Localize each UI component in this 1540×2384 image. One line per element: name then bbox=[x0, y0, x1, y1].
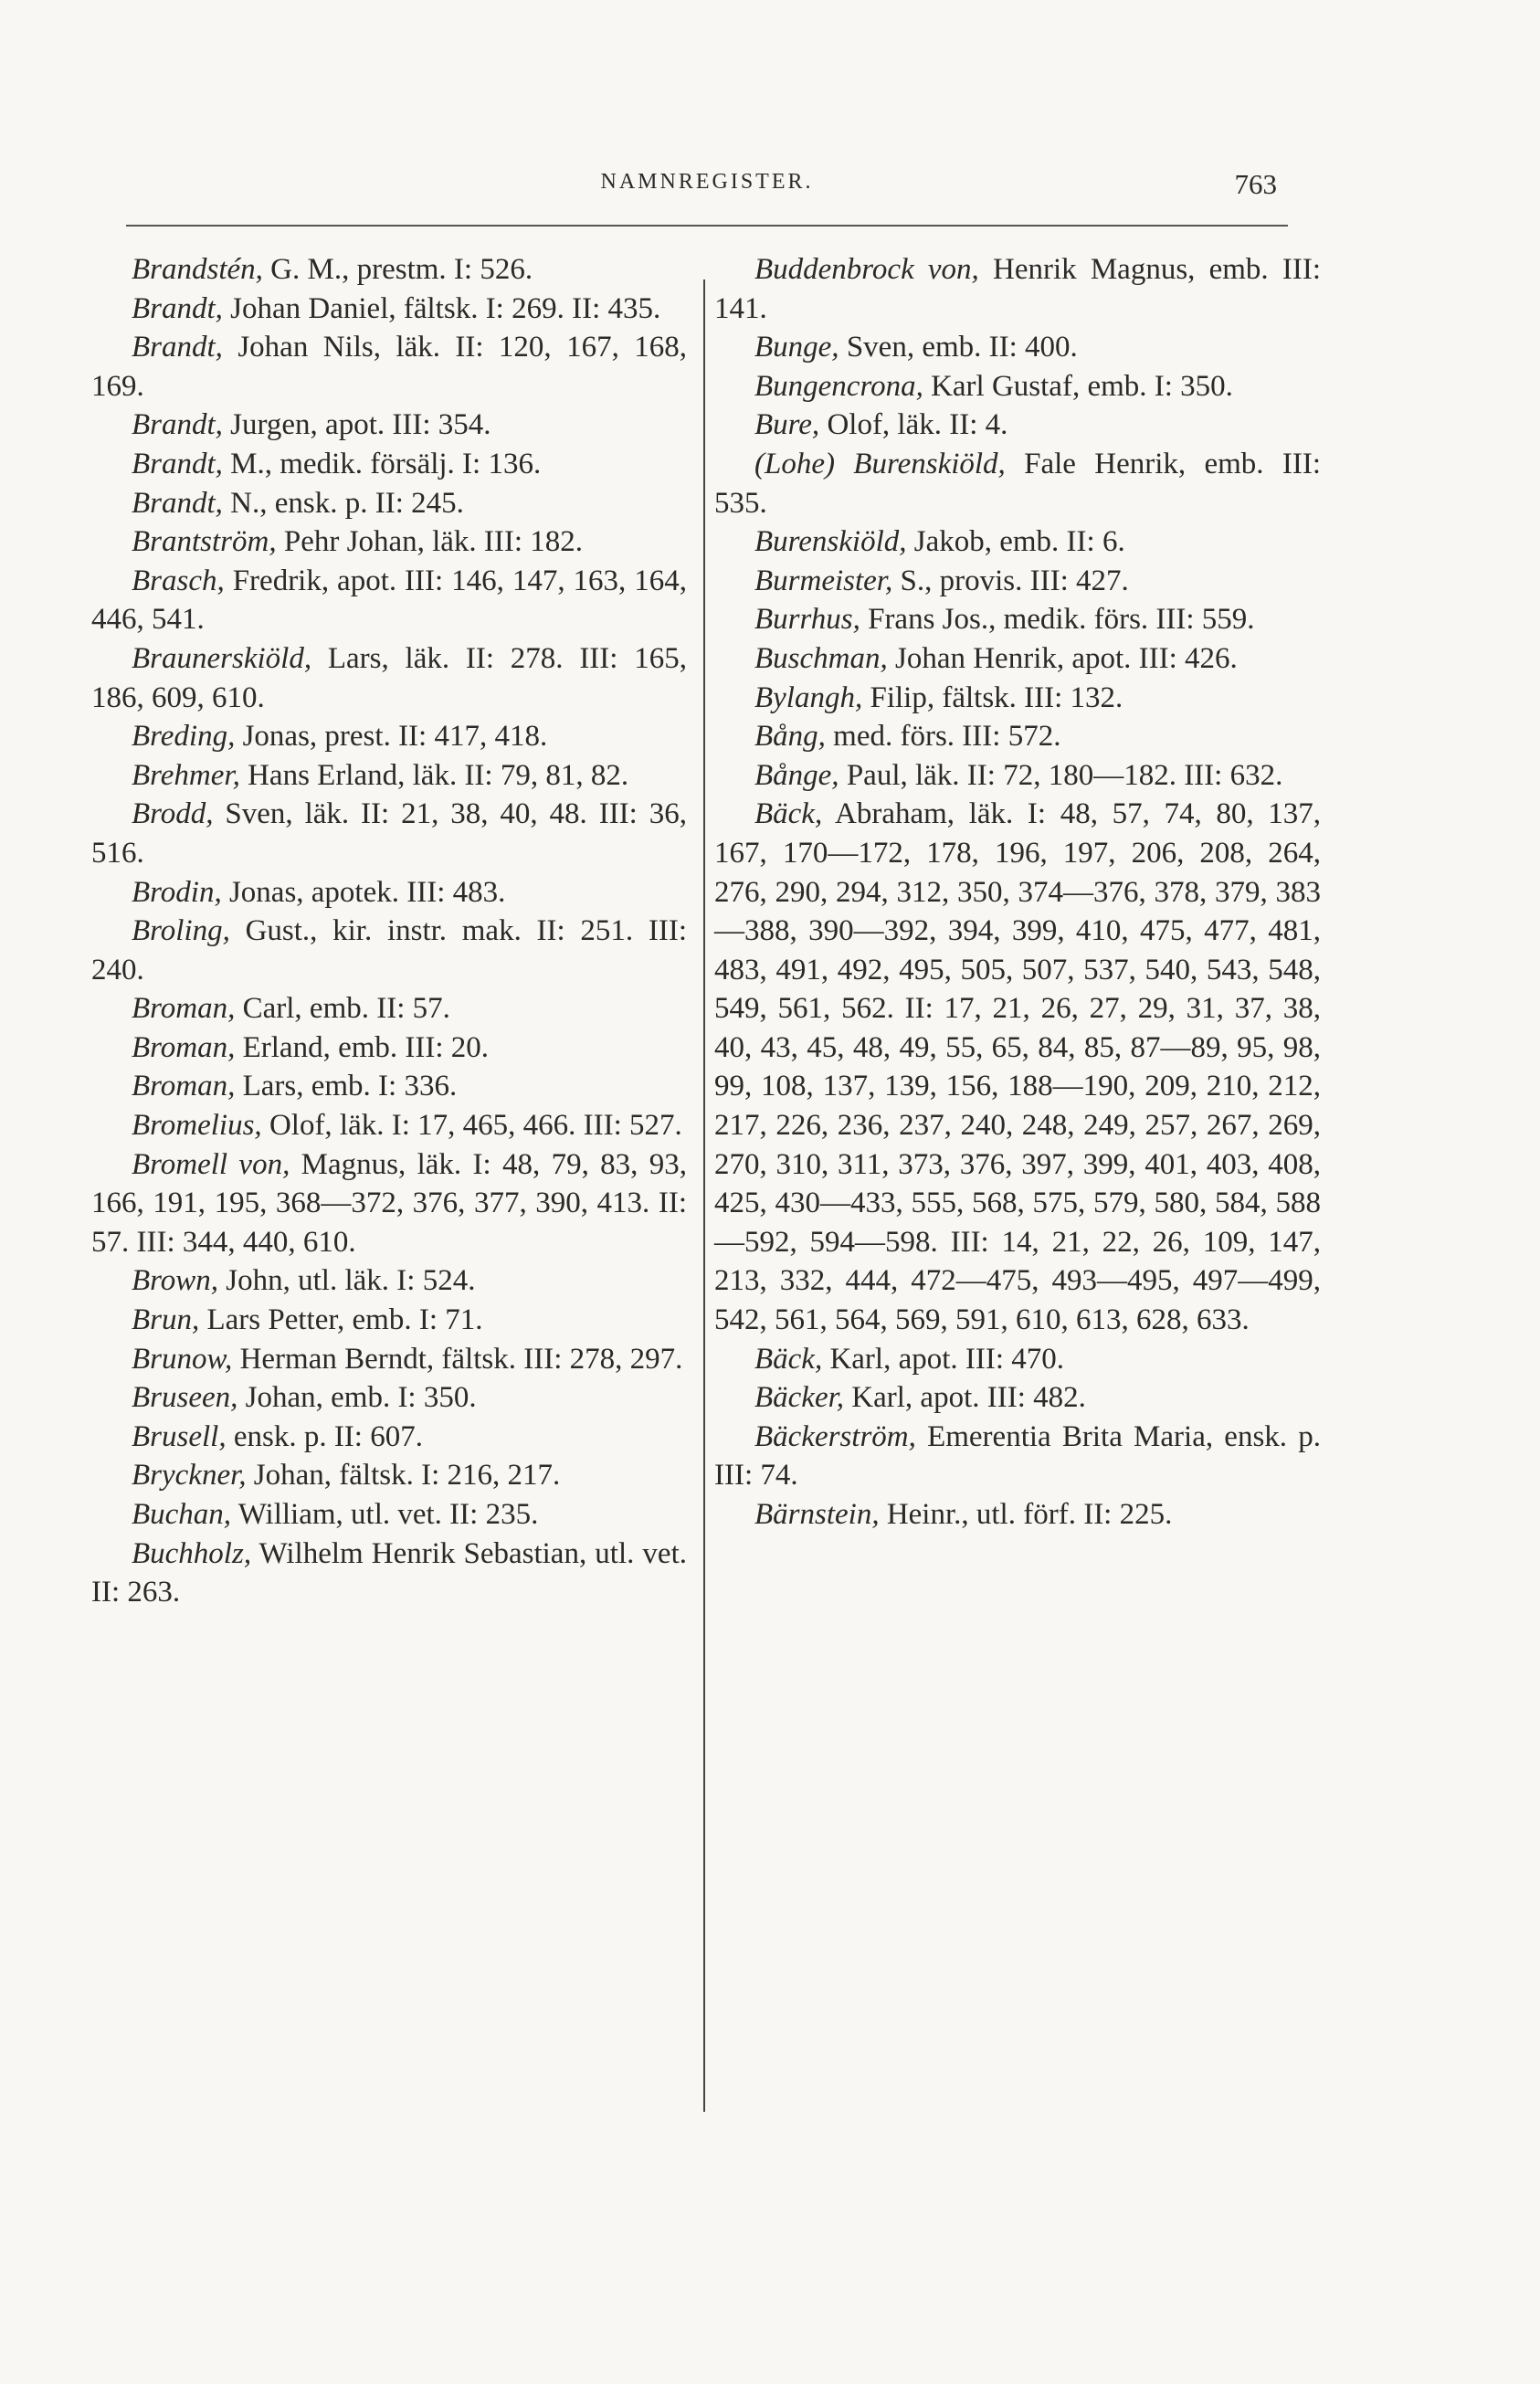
entry-name: Buchholz, bbox=[132, 1536, 252, 1570]
entry-name: Broman, bbox=[132, 1030, 236, 1064]
index-entry bbox=[91, 756, 687, 796]
entry-details: Jonas, apotek. III: 483. bbox=[221, 875, 506, 909]
index-entry bbox=[91, 795, 687, 872]
index-entry bbox=[714, 717, 1321, 756]
index-entry bbox=[91, 1067, 687, 1106]
entry-details: Karl, apot. III: 470. bbox=[822, 1342, 1065, 1376]
entry-name: Buchan, bbox=[132, 1498, 232, 1531]
column-divider bbox=[703, 280, 705, 2112]
index-entry bbox=[91, 522, 687, 562]
entry-name: Buschman, bbox=[754, 641, 888, 675]
entry-name: Broling, bbox=[132, 914, 230, 948]
index-entry bbox=[91, 445, 687, 484]
entry-details: M., medik. försälj. I: 136. bbox=[222, 447, 542, 480]
index-entry bbox=[714, 756, 1321, 796]
entry-details: Lars, läk. II: 278. III: 165, 186, 609, 610. bbox=[91, 641, 687, 714]
index-entry bbox=[91, 1495, 687, 1535]
entry-details: G. M., prestm. I: 526. bbox=[262, 253, 533, 286]
entry-name: Brodin, bbox=[132, 875, 222, 909]
index-entry bbox=[91, 1028, 687, 1068]
index-entry bbox=[91, 250, 687, 290]
header-title: NAMNREGISTER. bbox=[600, 170, 814, 194]
entry-name: Breding, bbox=[132, 720, 236, 754]
entry-details: Paul, läk. II: 72, 180—182. III: 632. bbox=[839, 758, 1283, 792]
entry-details: Olof, läk. I: 17, 465, 466. III: 527. bbox=[261, 1109, 682, 1143]
entry-details: Fredrik, apot. III: 146, 147, 163, 164, 446, 541. bbox=[91, 564, 687, 637]
index-entry bbox=[91, 717, 687, 756]
entry-details: Magnus, läk. I: 48, 79, 83, 93, 166, 191, 195, 368—372, 376, 377, 390, 413. II: 57. III: 344, 440, 610. bbox=[91, 1147, 687, 1259]
index-entry bbox=[714, 522, 1321, 562]
index-entry bbox=[91, 1106, 687, 1145]
entry-name: Bäckerström, bbox=[754, 1419, 916, 1453]
entry-name: Bromell von, bbox=[132, 1147, 290, 1181]
entry-details: Lars, emb. I: 336. bbox=[235, 1070, 458, 1103]
entry-details: Wilhelm Henrik Sebastian, utl. vet. II: 263. bbox=[91, 1536, 687, 1609]
entry-name: Brandt, bbox=[132, 486, 223, 520]
entry-name: Broman, bbox=[132, 992, 236, 1026]
entry-name: Broman, bbox=[132, 1070, 236, 1103]
index-entry bbox=[714, 795, 1321, 1339]
entry-name: Burenskiöld, bbox=[754, 525, 907, 559]
entry-details: ensk. p. II: 607. bbox=[226, 1419, 423, 1453]
page-number: 763 bbox=[1234, 168, 1277, 200]
header-rule bbox=[126, 225, 1288, 227]
entry-name: Brandt, bbox=[132, 408, 223, 442]
entry-name: Braunerskiöld, bbox=[132, 641, 312, 675]
index-entry bbox=[714, 250, 1321, 328]
entry-details: Sven, emb. II: 400. bbox=[839, 331, 1078, 364]
index-entry bbox=[91, 989, 687, 1028]
entry-details: Gust., kir. instr. mak. II: 251. III: 240. bbox=[91, 914, 687, 986]
entry-details: Lars Petter, emb. I: 71. bbox=[199, 1303, 483, 1337]
entry-details: Karl Gustaf, emb. I: 350. bbox=[923, 369, 1233, 403]
entry-details: Henrik Magnus, emb. III: 141. bbox=[714, 253, 1321, 325]
entry-name: Brandt, bbox=[132, 291, 223, 325]
index-entry bbox=[91, 1378, 687, 1418]
entry-name: Bungencrona, bbox=[754, 369, 923, 403]
index-entry bbox=[91, 290, 687, 329]
entry-name: Brun, bbox=[132, 1303, 200, 1337]
entry-details: med. förs. III: 572. bbox=[825, 720, 1061, 754]
entry-details: John, utl. läk. I: 524. bbox=[218, 1264, 476, 1298]
entry-details: Jonas, prest. II: 417, 418. bbox=[235, 720, 548, 754]
entry-details: Johan Daniel, fältsk. I: 269. II: 435. bbox=[222, 291, 661, 325]
entry-details: Karl, apot. III: 482. bbox=[844, 1381, 1086, 1415]
index-entry bbox=[91, 1456, 687, 1495]
index-entry bbox=[91, 1145, 687, 1262]
right-column bbox=[714, 250, 1321, 1535]
entry-name: Bärnstein, bbox=[754, 1498, 880, 1531]
index-entry bbox=[91, 912, 687, 989]
entry-details: Carl, emb. II: 57. bbox=[235, 992, 450, 1026]
index-entry bbox=[91, 1261, 687, 1301]
index-entry bbox=[91, 562, 687, 639]
entry-name: Brehmer, bbox=[132, 758, 240, 792]
entry-details: Filip, fältsk. III: 132. bbox=[862, 680, 1123, 714]
entry-name: Brusell, bbox=[132, 1419, 227, 1453]
entry-details: Frans Jos., medik. förs. III: 559. bbox=[860, 603, 1255, 637]
index-entry bbox=[714, 639, 1321, 679]
index-entry bbox=[91, 406, 687, 445]
entry-details: Heinr., utl. förf. II: 225. bbox=[879, 1498, 1173, 1531]
entry-details: Fale Henrik, emb. III: 535. bbox=[714, 447, 1322, 520]
entry-details: Pehr Johan, läk. III: 182. bbox=[276, 525, 584, 559]
entry-name: Bäck, bbox=[754, 797, 823, 831]
entry-name: Brunow, bbox=[132, 1342, 233, 1376]
entry-name: Bruseen, bbox=[132, 1381, 238, 1415]
entry-name: Buddenbrock von, bbox=[754, 253, 979, 286]
entry-name: Bånge, bbox=[754, 758, 839, 792]
entry-name: Bunge, bbox=[754, 331, 839, 364]
entry-details: Johan, fältsk. I: 216, 217. bbox=[246, 1459, 561, 1493]
entry-name: Brasch, bbox=[132, 564, 225, 597]
entry-name: Bryckner, bbox=[132, 1459, 247, 1493]
index-entry bbox=[714, 600, 1321, 639]
entry-name: Brodd, bbox=[132, 797, 214, 831]
index-entry bbox=[91, 1340, 687, 1379]
entry-details: Jakob, emb. II: 6. bbox=[906, 525, 1125, 559]
index-entry bbox=[714, 406, 1321, 445]
entry-name: Bäcker, bbox=[754, 1381, 845, 1415]
index-entry bbox=[714, 367, 1321, 406]
entry-name: Bång, bbox=[754, 720, 826, 754]
entry-name: Brandstén, bbox=[132, 253, 263, 286]
index-entry bbox=[714, 1495, 1321, 1535]
entry-details: Jurgen, apot. III: 354. bbox=[222, 408, 491, 442]
entry-details: Erland, emb. III: 20. bbox=[235, 1030, 490, 1064]
index-entry bbox=[91, 639, 687, 717]
index-entry bbox=[91, 1418, 687, 1457]
index-entry bbox=[91, 328, 687, 406]
entry-details: Olof, läk. II: 4. bbox=[819, 408, 1008, 442]
index-entry bbox=[91, 484, 687, 523]
entry-name: Bäck, bbox=[754, 1342, 823, 1376]
entry-name: Brown, bbox=[132, 1264, 219, 1298]
entry-details: S., provis. III: 427. bbox=[892, 564, 1129, 597]
entry-details: Johan Nils, läk. II: 120, 167, 168, 169. bbox=[91, 331, 687, 403]
entry-details: N., ensk. p. II: 245. bbox=[222, 486, 464, 520]
entry-name: Bromelius, bbox=[132, 1109, 262, 1143]
entry-details: Johan Henrik, apot. III: 426. bbox=[887, 641, 1238, 675]
entry-name: Burrhus, bbox=[754, 603, 860, 637]
index-entry bbox=[714, 562, 1321, 601]
index-entry bbox=[714, 679, 1321, 718]
index-entry bbox=[91, 873, 687, 912]
index-entry bbox=[714, 445, 1321, 522]
running-header bbox=[126, 170, 1288, 206]
entry-name: Brantström, bbox=[132, 525, 277, 559]
index-entry bbox=[714, 328, 1321, 367]
entry-name: Bure, bbox=[754, 408, 820, 442]
index-entry bbox=[714, 1418, 1321, 1495]
entry-name: Brandt, bbox=[132, 331, 223, 364]
entry-details: Emerentia Brita Maria, ensk. p. III: 74. bbox=[714, 1419, 1321, 1493]
entry-name: Brandt, bbox=[132, 447, 223, 480]
entry-name: Bylangh, bbox=[754, 680, 863, 714]
entry-name: Burmeister, bbox=[754, 564, 893, 597]
entry-details: Abraham, läk. I: 48, 57, 74, 80, 137, 167, 170—172, 178, 196, 197, 206, 208, 264, 276, 290, 294, 312, 350, 374—376, 378, 379, 383—388, 390—392, 394, 399, 410, 475, 477, 481, 483, 491, 492, 495, 505, 507, 537, 540, 543, 548, 549, 561, 562. II: 17, 21, 26, 27, 29, 31, 37, 38, 40, 43, 45, 48, 49, 55, 65, 84, 85, 87—89, 95, 98, 99, 108, 137, 139, 156, 188—190, 209, 210, 212, 217, 226, 236, 237, 240, 248, 249, 257, 267, 269, 270, 310, 311, 373, 376, 397, 399, 401, 403, 408, 425, 430—433, 555, 568, 575, 579, 580, 584, 588—592, 594—598. III: 14, 21, 22, 26, 109, 147, 213, 332, 444, 472—475, 493—495, 497—499, 542, 561, 564, 569, 591, 610, 613, 628, 633. bbox=[714, 797, 1321, 1337]
index-entry bbox=[714, 1378, 1321, 1418]
entry-details: Herman Berndt, fältsk. III: 278, 297. bbox=[232, 1342, 683, 1376]
entry-details: Hans Erland, läk. II: 79, 81, 82. bbox=[239, 758, 629, 792]
left-column bbox=[91, 250, 687, 1612]
entry-name: (Lohe) Burenskiöld, bbox=[754, 447, 1006, 480]
index-entry bbox=[91, 1301, 687, 1340]
index-entry bbox=[714, 1340, 1321, 1379]
entry-details: William, utl. vet. II: 235. bbox=[231, 1498, 539, 1531]
index-entry bbox=[91, 1535, 687, 1612]
entry-details: Johan, emb. I: 350. bbox=[237, 1381, 477, 1415]
entry-details: Sven, läk. II: 21, 38, 40, 48. III: 36, 516. bbox=[91, 797, 687, 870]
